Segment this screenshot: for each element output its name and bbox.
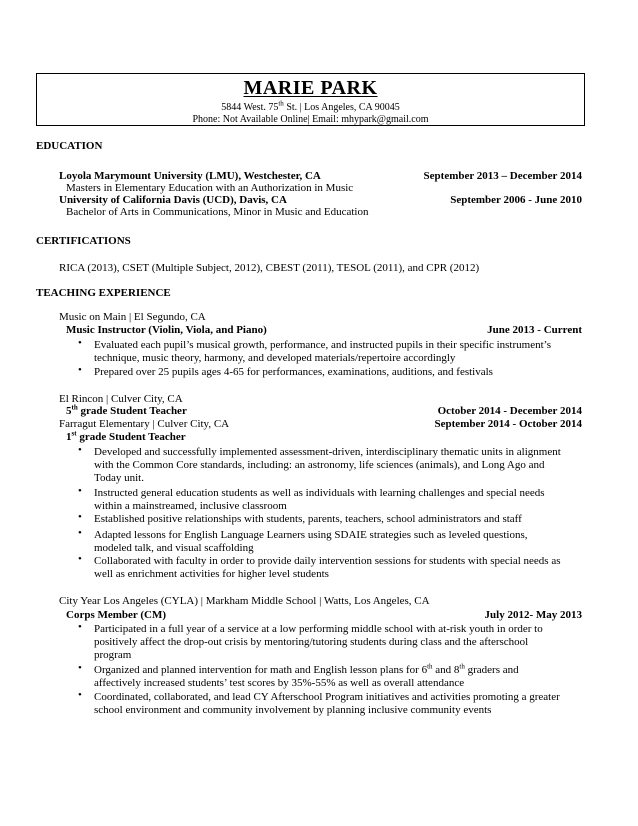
job1-bullet-2: Prepared over 25 pupils ages 4-65 for performances, examinations, auditions, and festivals: [94, 366, 493, 378]
address: 5844 West. 75th St. | Los Angeles, CA 90045: [221, 99, 400, 113]
job2-bullet-3: Established positive relationships with students, parents, teachers, school administrators and staff: [94, 513, 522, 525]
job1-title: Music Instructor (Violin, Viola, and Piano): [66, 324, 267, 336]
certifications-text: RICA (2013), CSET (Multiple Subject, 2012), CBEST (2011), TESOL (2011), and CPR (2012): [59, 262, 480, 274]
job3-bullet-2-line-1: Organized and planned intervention for math and English lesson plans for 6th and 8th graders and: [94, 662, 519, 676]
edu-school-1: Loyola Marymount University (LMU), Westchester, CA: [59, 170, 321, 182]
job2-title-2: 1st grade Student Teacher: [66, 429, 186, 443]
job1-bullet-1-line-1: Evaluated each pupil’s musical growth, performance, and instructed pupils in their specific instrument’s: [94, 339, 551, 351]
header-box: [36, 73, 585, 126]
bullet-icon: •: [78, 485, 82, 497]
edu-dates-1: September 2013 – December 2014: [423, 170, 582, 182]
job2-dates-1: October 2014 - December 2014: [437, 405, 582, 417]
edu-degree-1: Masters in Elementary Education with an Authorization in Music: [66, 182, 354, 194]
job3-bullet-3-line-1: Coordinated, collaborated, and lead CY Afterschool Program initiatives and activities promoting a greater: [94, 691, 560, 703]
contact-info: Phone: Not Available Online| Email: mhypark@gmail.com: [192, 114, 429, 125]
bullet-icon: •: [78, 689, 82, 701]
bullet-icon: •: [78, 553, 82, 565]
edu-school-2: University of California Davis (UCD), Davis, CA: [59, 194, 287, 206]
candidate-name: MARIE PARK: [243, 77, 378, 99]
job3-bullet-3-line-2: school environment and community involvement by planning inclusive community events: [94, 704, 492, 716]
job2-bullet-4-line-1: Adapted lessons for English Language Learners using SDAIE strategies such as leveled questions,: [94, 529, 528, 541]
job3-dates: July 2012- May 2013: [484, 609, 582, 621]
job2-title-1: 5th grade Student Teacher: [66, 403, 187, 417]
bullet-icon: •: [78, 527, 82, 539]
bullet-icon: •: [78, 337, 82, 349]
certifications-heading: CERTIFICATIONS: [36, 235, 131, 247]
bullet-icon: •: [78, 511, 82, 523]
bullet-icon: •: [78, 364, 82, 376]
job1-bullet-1-line-2: technique, music theory, harmony, and developed materials/repertoire accordingly: [94, 352, 456, 364]
job1-org: Music on Main | El Segundo, CA: [59, 311, 206, 323]
job2-bullet-5-line-2: well as enrichment activities for higher level students: [94, 568, 329, 580]
job2-bullet-4-line-2: modeled talk, and visual scaffolding: [94, 542, 254, 554]
job1-dates: June 2013 - Current: [487, 324, 582, 336]
job3-bullet-1-line-2: positively affect the drop-out crisis by mentoring/tutoring students during class and the afterschool: [94, 636, 529, 648]
job2-bullet-1-line-1: Developed and successfully implemented assessment-driven, interdisciplinary thematic units in alignment: [94, 446, 561, 458]
bullet-icon: •: [78, 621, 82, 633]
job3-bullet-1-line-3: program: [94, 649, 132, 661]
job3-org: City Year Los Angeles (CYLA) | Markham Middle School | Watts, Los Angeles, CA: [59, 595, 430, 607]
job2-org-1: El Rincon | Culver City, CA: [59, 393, 183, 405]
job3-bullet-1-line-1: Participated in a full year of a service at a low performing middle school with at-risk youth in order to: [94, 623, 543, 635]
job3-bullet-2-line-2: affectively increased students’ test scores by 35%-55% as well as overall attendance: [94, 677, 465, 689]
job2-bullet-1-line-3: Today unit.: [94, 472, 144, 484]
job2-bullet-5-line-1: Collaborated with faculty in order to provide daily intervention sessions for students with special needs as: [94, 555, 561, 567]
job2-bullet-2-line-2: within a mainstreamed, inclusive classroom: [94, 500, 287, 512]
edu-degree-2: Bachelor of Arts in Communications, Minor in Music and Education: [66, 206, 369, 218]
job2-dates-2: September 2014 - October 2014: [434, 418, 582, 430]
edu-dates-2: September 2006 - June 2010: [450, 194, 582, 206]
job3-title: Corps Member (CM): [66, 609, 166, 621]
job2-bullet-1-line-2: with the Common Core standards, including: an astronomy, life sciences (animals), and Long Ago and: [94, 459, 545, 471]
teaching-heading: TEACHING EXPERIENCE: [36, 287, 171, 299]
job2-org-2: Farragut Elementary | Culver City, CA: [59, 418, 230, 430]
bullet-icon: •: [78, 662, 82, 674]
job2-bullet-2-line-1: Instructed general education students as well as individuals with learning challenges and special needs: [94, 487, 545, 499]
bullet-icon: •: [78, 444, 82, 456]
education-heading: EDUCATION: [36, 140, 103, 152]
